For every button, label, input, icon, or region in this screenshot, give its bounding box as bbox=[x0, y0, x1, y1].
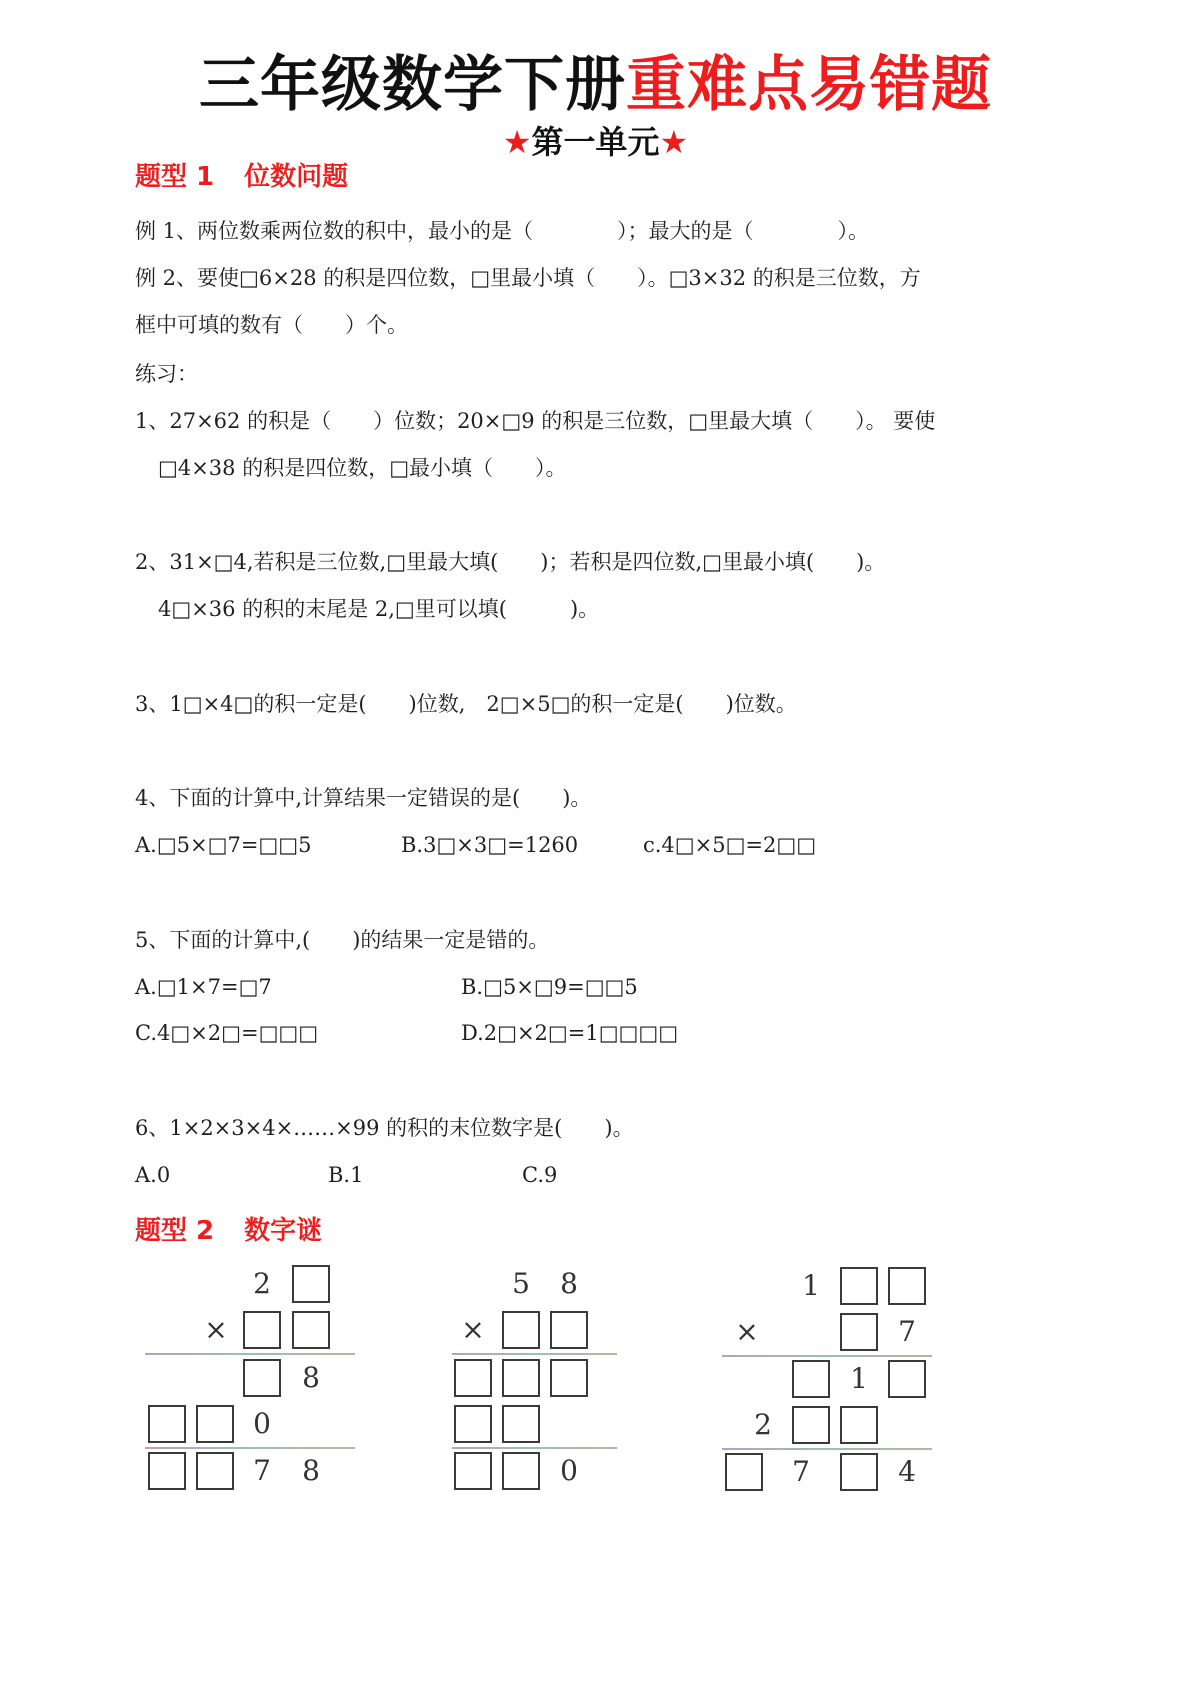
unit-name: 第一单元 bbox=[531, 123, 660, 161]
times-icon: × bbox=[461, 1313, 485, 1346]
problem-5-option-b: B.□5×□9=□□5 bbox=[461, 975, 638, 999]
digit: 1 bbox=[802, 1269, 820, 1302]
times-icon: × bbox=[735, 1315, 759, 1348]
problem-5-option-d: D.2□×2□=1□□□□ bbox=[461, 1021, 679, 1045]
answer-box[interactable] bbox=[243, 1311, 281, 1349]
digit: 5 bbox=[512, 1267, 530, 1300]
answer-box[interactable] bbox=[840, 1267, 878, 1305]
problem-3: 3、1□×4□的积一定是( )位数, 2□×5□的积一定是( )位数。 bbox=[135, 692, 797, 716]
answer-box[interactable] bbox=[792, 1406, 830, 1444]
divider-line bbox=[145, 1447, 355, 1449]
digit: 7 bbox=[898, 1315, 916, 1348]
divider-line bbox=[145, 1353, 355, 1355]
answer-box[interactable] bbox=[550, 1311, 588, 1349]
problem-4-option-c: c.4□×5□=2□□ bbox=[643, 833, 817, 857]
answer-box[interactable] bbox=[454, 1405, 492, 1443]
digit: 0 bbox=[560, 1454, 578, 1487]
divider-line bbox=[722, 1448, 932, 1450]
digit: 8 bbox=[560, 1267, 578, 1300]
digit: 2 bbox=[253, 1267, 271, 1300]
answer-box[interactable] bbox=[502, 1311, 540, 1349]
example-2-cont: 框中可填的数有（ ）个。 bbox=[135, 313, 408, 337]
answer-box[interactable] bbox=[148, 1405, 186, 1443]
title-red-part: 重难点易错题 bbox=[626, 50, 992, 120]
problem-5: 5、下面的计算中,( )的结果一定是错的。 bbox=[135, 928, 550, 952]
problem-4-option-b: B.3□×3□=1260 bbox=[401, 833, 579, 857]
answer-box[interactable] bbox=[196, 1452, 234, 1490]
problem-6-option-a: A.0 bbox=[135, 1163, 171, 1187]
problem-6-option-b: B.1 bbox=[328, 1163, 364, 1187]
problem-6: 6、1×2×3×4×……×99 的积的末位数字是( )。 bbox=[135, 1116, 634, 1140]
star-icon: ★ bbox=[502, 123, 532, 161]
page-title bbox=[0, 50, 1191, 120]
title-black-part: 三年级数学下册 bbox=[199, 50, 626, 120]
digit-puzzle-1 bbox=[145, 1265, 360, 1500]
answer-box[interactable] bbox=[840, 1313, 878, 1351]
answer-box[interactable] bbox=[454, 1359, 492, 1397]
example-1: 例 1、两位数乘两位数的积中，最小的是（ ）；最大的是（ ）。 bbox=[135, 219, 870, 243]
divider-line bbox=[452, 1447, 617, 1449]
digit: 2 bbox=[754, 1408, 772, 1441]
digit-puzzle-2 bbox=[452, 1265, 622, 1500]
problem-6-option-c: C.9 bbox=[522, 1163, 558, 1187]
answer-box[interactable] bbox=[502, 1405, 540, 1443]
section-name: 位数问题 bbox=[244, 162, 349, 192]
digit: 8 bbox=[302, 1361, 320, 1394]
answer-box[interactable] bbox=[725, 1453, 763, 1491]
digit: 8 bbox=[302, 1454, 320, 1487]
answer-box[interactable] bbox=[454, 1452, 492, 1490]
problem-5-option-a: A.□1×7=□7 bbox=[135, 975, 272, 999]
digit-puzzle-3 bbox=[722, 1265, 937, 1500]
section-heading-2 bbox=[135, 1214, 322, 1248]
problem-4-option-a: A.□5×□7=□□5 bbox=[135, 833, 312, 857]
answer-box[interactable] bbox=[840, 1406, 878, 1444]
answer-box[interactable] bbox=[148, 1452, 186, 1490]
answer-box[interactable] bbox=[840, 1453, 878, 1491]
answer-box[interactable] bbox=[243, 1359, 281, 1397]
section-label: 题型 2 bbox=[135, 1216, 215, 1246]
answer-box[interactable] bbox=[550, 1359, 588, 1397]
answer-box[interactable] bbox=[292, 1265, 330, 1303]
digit: 0 bbox=[253, 1407, 271, 1440]
section-label: 题型 1 bbox=[135, 162, 215, 192]
section-heading-1 bbox=[135, 160, 348, 194]
problem-5-option-c: C.4□×2□=□□□ bbox=[135, 1021, 319, 1045]
digit: 1 bbox=[850, 1362, 868, 1395]
times-icon: × bbox=[204, 1313, 228, 1346]
section-name: 数字谜 bbox=[244, 1216, 323, 1246]
problem-2-line-1: 2、31×□4,若积是三位数,□里最大填( )；若积是四位数,□里最小填( )。 bbox=[135, 550, 886, 574]
practice-label: 练习： bbox=[135, 362, 198, 386]
answer-box[interactable] bbox=[792, 1360, 830, 1398]
problem-1-line-1: 1、27×62 的积是（ ）位数；20×□9 的积是三位数，□里最大填（ ）。 要使 bbox=[135, 409, 936, 433]
unit-subtitle bbox=[0, 122, 1191, 162]
answer-box[interactable] bbox=[888, 1360, 926, 1398]
answer-box[interactable] bbox=[888, 1267, 926, 1305]
problem-2-line-2: 4□×36 的积的末尾是 2,□里可以填( )。 bbox=[158, 597, 600, 621]
answer-box[interactable] bbox=[196, 1405, 234, 1443]
example-2: 例 2、要使□6×28 的积是四位数，□里最小填（ ）。□3×32 的积是三位数，方 bbox=[135, 266, 921, 290]
digit: 7 bbox=[253, 1454, 271, 1487]
answer-box[interactable] bbox=[502, 1359, 540, 1397]
answer-box[interactable] bbox=[502, 1452, 540, 1490]
digit: 4 bbox=[898, 1455, 916, 1488]
answer-box[interactable] bbox=[292, 1311, 330, 1349]
divider-line bbox=[722, 1355, 932, 1357]
digit: 7 bbox=[792, 1455, 810, 1488]
star-icon: ★ bbox=[659, 123, 689, 161]
problem-1-line-2: □4×38 的积是四位数，□最小填（ ）。 bbox=[158, 456, 567, 480]
problem-4: 4、下面的计算中,计算结果一定错误的是( )。 bbox=[135, 786, 592, 810]
divider-line bbox=[452, 1353, 617, 1355]
